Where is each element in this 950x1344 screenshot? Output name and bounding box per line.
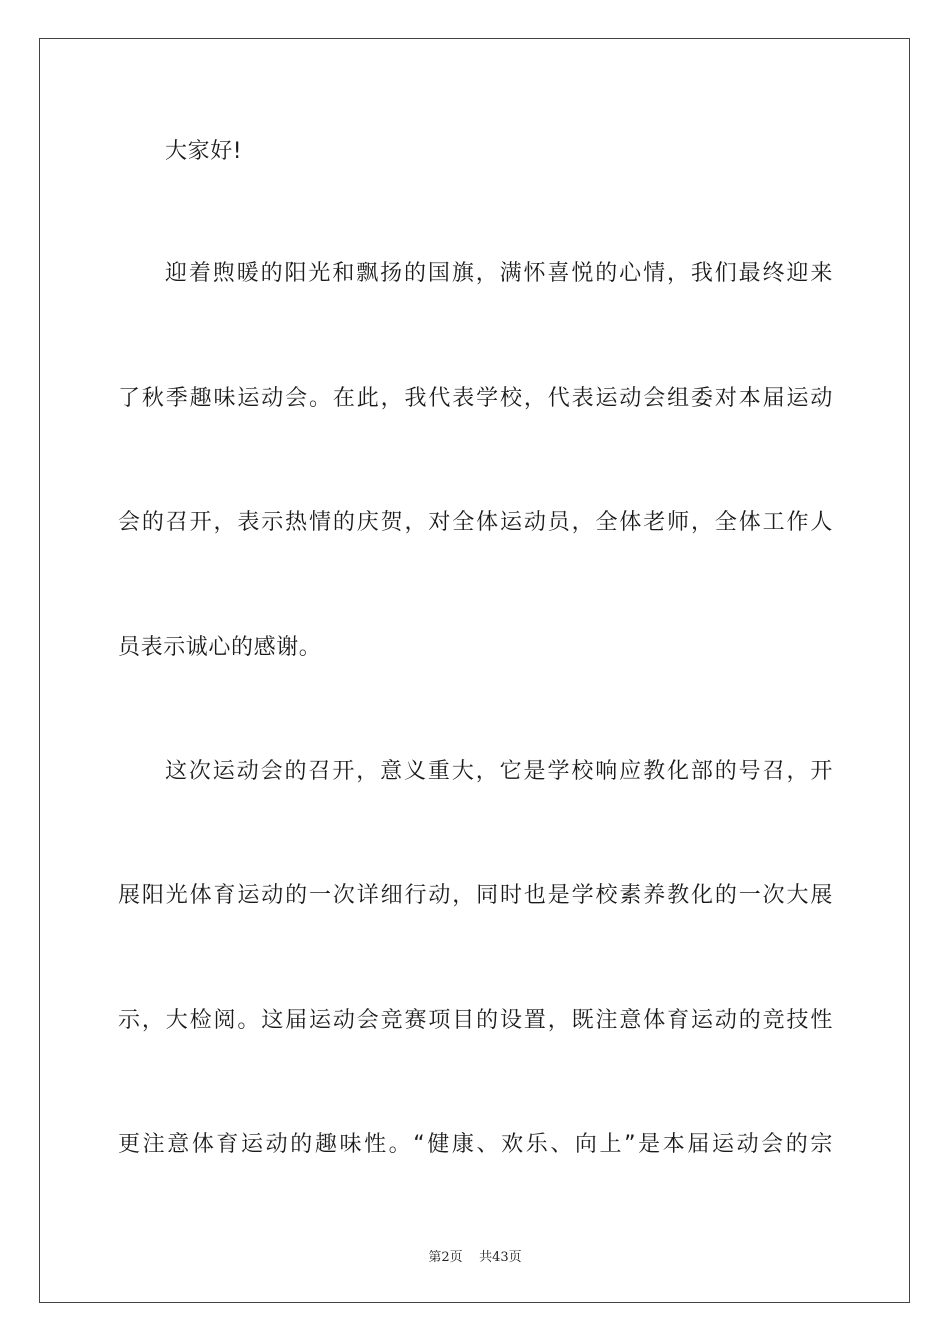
page-border — [39, 38, 910, 1303]
page-total: 共43页 — [479, 1250, 522, 1265]
page-footer — [0, 1246, 950, 1265]
greeting-line: 大家好! — [165, 139, 243, 164]
paragraph-1-line-2: 了秋季趣味运动会。在此，我代表学校，代表运动会组委对本届运动 — [118, 386, 833, 411]
paragraph-1-line-1: 迎着煦暖的阳光和飘扬的国旗，满怀喜悦的心情，我们最终迎来 — [165, 261, 833, 286]
paragraph-2-line-4: 更注意体育运动的趣味性。“健康、欢乐、向上”是本届运动会的宗 — [118, 1132, 833, 1157]
paragraph-2-line-1: 这次运动会的召开，意义重大，它是学校响应教化部的号召，开 — [165, 759, 833, 784]
paragraph-1-line-4: 员表示诚心的感谢。 — [118, 635, 322, 660]
page-number: 第2页 — [428, 1250, 463, 1265]
paragraph-1-line-3: 会的召开，表示热情的庆贺，对全体运动员，全体老师，全体工作人 — [118, 510, 833, 535]
paragraph-2-line-2: 展阳光体育运动的一次详细行动，同时也是学校素养教化的一次大展 — [118, 883, 833, 908]
paragraph-2-line-3: 示，大检阅。这届运动会竞赛项目的设置，既注意体育运动的竞技性 — [118, 1008, 833, 1033]
